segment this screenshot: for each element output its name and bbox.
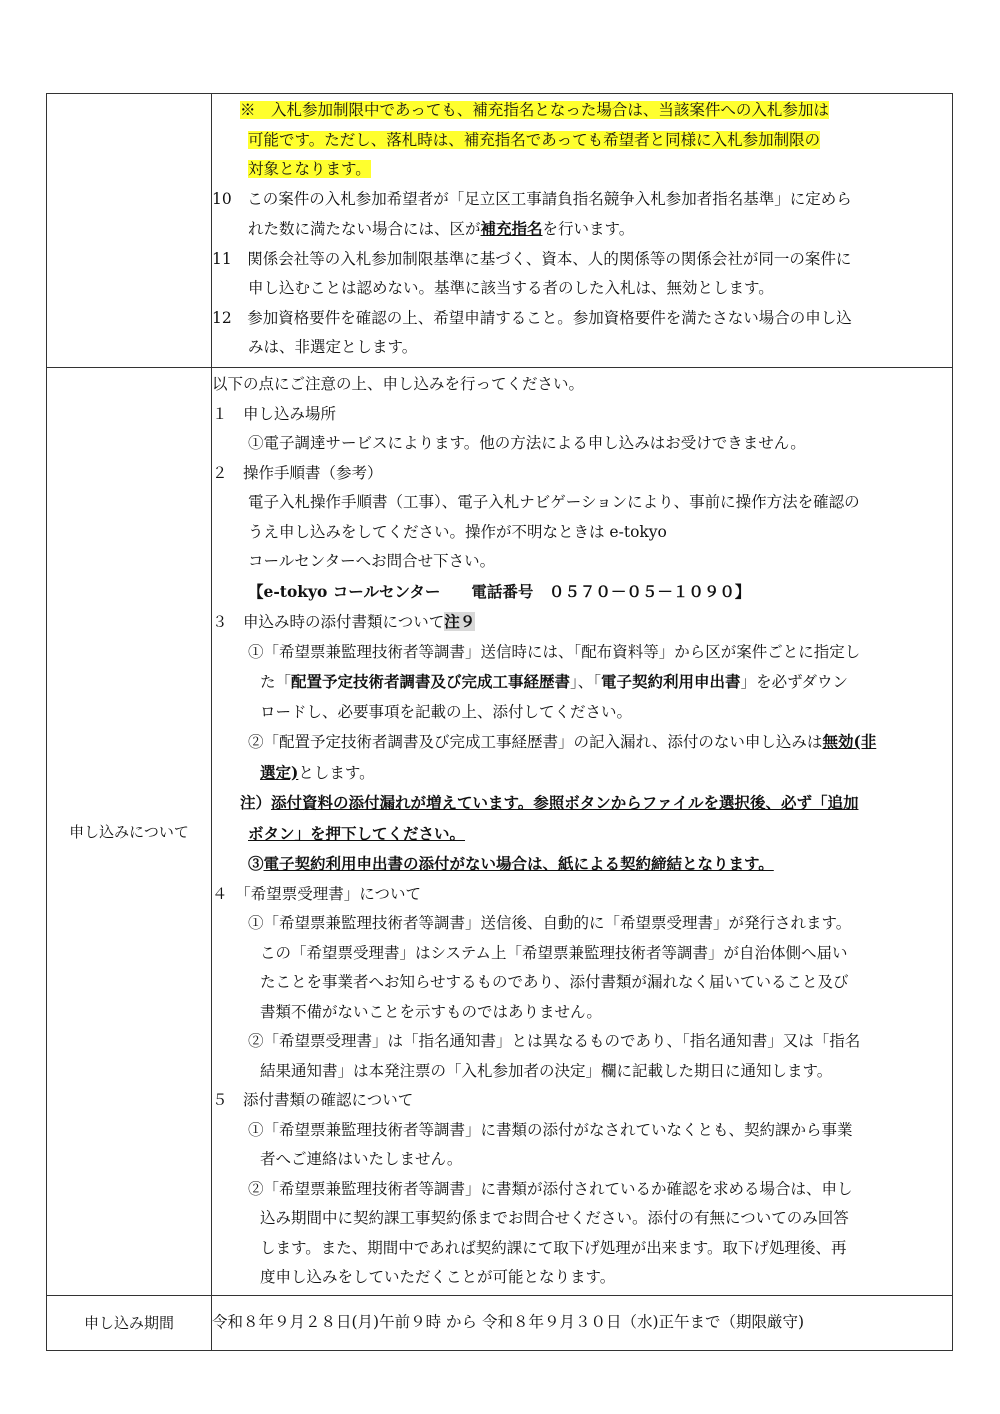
application-content <box>212 368 953 1296</box>
text-run: ③ <box>248 854 264 873</box>
text-line <box>212 488 952 518</box>
text-run: 申し込むことは認めない。基準に該当する者のした入札は、無効とします。 <box>248 279 774 297</box>
text-run: を行います。 <box>542 220 635 238</box>
text-run: ロードし、必要事項を記載の上、添付してください。 <box>260 702 633 721</box>
text-run: ②「希望票兼監理技術者等調書」に書類が添付されているか確認を求める場合は、申し <box>248 1179 853 1198</box>
text-run: 電子入札操作手順書（工事）、電子入札ナビゲーションにより、事前に操作方法を確認の <box>248 493 860 511</box>
text-run: 電子契約利用申出書 <box>601 672 741 691</box>
table-row-period <box>47 1295 953 1350</box>
text-line <box>212 1145 952 1175</box>
text-run: 11 関係会社等の入札参加制限基準に基づく、資本、人的関係等の関係会社が同一の案件に <box>212 249 852 268</box>
text-run: 10 この案件の入札参加希望者が「足立区工事請負指名競争入札参加者指名基準」に定めら <box>212 189 852 208</box>
text-line <box>212 638 952 668</box>
text-line <box>212 1027 952 1057</box>
text-line <box>212 909 952 939</box>
text-run: 注） <box>240 793 272 812</box>
text-run: します。また、期間中であれば契約課にて取下げ処理が出来ます。取下げ処理後、再 <box>260 1238 847 1257</box>
text-run: 込み期間中に契約課工事契約係までお問合せください。添付の有無についてのみ回答 <box>260 1209 849 1227</box>
text-run: ①電子調達サービスによります。他の方法による申し込みはお受けできません。 <box>248 434 806 452</box>
text-line <box>212 1204 952 1234</box>
text-run: とします。 <box>298 763 375 782</box>
text-line <box>212 577 952 608</box>
document-table <box>46 93 953 1351</box>
text-line <box>212 727 952 758</box>
text-run: 無効(非 <box>822 732 877 751</box>
text-line <box>212 274 952 304</box>
text-run: た「 <box>260 673 292 691</box>
text-run: 書類不備がないことを示すものではありません。 <box>260 1002 602 1021</box>
text-run: ５ 添付書類の確認について <box>212 1091 414 1109</box>
text-line <box>212 939 952 969</box>
text-run: 配置予定技術者調書及び完成工事経歴書 <box>291 672 571 691</box>
table-row-application <box>47 368 953 1296</box>
text-run: 者へご連絡はいたしません。 <box>260 1150 463 1168</box>
text-line <box>212 400 952 430</box>
row-label-period: 申し込み期間 <box>47 1295 212 1350</box>
text-run: １ 申し込み場所 <box>212 404 337 423</box>
text-line <box>212 185 952 215</box>
text-line <box>212 968 952 998</box>
text-run: 以下の点にご注意の上、申し込みを行ってください。 <box>212 375 585 393</box>
text-run: ３ 申込み時の添付書類について <box>212 613 445 631</box>
text-run: ２ 操作手順書（参考） <box>212 463 383 482</box>
text-line <box>212 214 952 245</box>
text-run: ボタン」を押下してください。 <box>248 823 466 843</box>
text-run: 選定) <box>260 762 299 782</box>
row-label-empty <box>47 94 212 368</box>
text-run: 注９ <box>444 612 476 631</box>
table-row-notes <box>47 94 953 368</box>
text-run: 結果通知書」は本発注票の「入札参加者の決定」欄に記載した期日に通知します。 <box>260 1061 833 1080</box>
text-run: れた数に満たない場合には、区が <box>248 220 481 238</box>
text-run: ②「配置予定技術者調書及び完成工事経歴書」の記入漏れ、添付のない申し込みは <box>248 733 823 751</box>
text-line <box>212 1234 952 1264</box>
period-text: 令和８年９月２８日(月)午前９時 から 令和８年９月３０日（水)正午まで（期限厳守) <box>212 1312 805 1331</box>
text-line <box>212 1057 952 1087</box>
text-run: ②「希望票受理書」は「指名通知書」とは異なるものであり、「指名通知書」又は「指名 <box>248 1032 861 1050</box>
text-run: うえ申し込みをしてください。操作が不明なときは e-tokyo <box>248 522 667 541</box>
text-line <box>212 998 952 1028</box>
text-run: ※ 入札参加制限中であっても、補充指名となった場合は、当該案件への入札参加は <box>240 101 829 119</box>
text-line <box>212 758 952 789</box>
text-line <box>212 849 952 880</box>
text-run: ①「希望票兼監理技術者等調書」に書類の添付がなされていなくとも、契約課から事業 <box>248 1120 853 1139</box>
text-run: 対象となります。 <box>248 160 371 178</box>
text-line <box>212 429 952 459</box>
text-run: 補充指名 <box>480 219 543 238</box>
text-line <box>212 547 952 577</box>
text-line <box>212 698 952 728</box>
text-run: 【e-tokyo コールセンター 電話番号 ０５７０－０５－１０９０】 <box>248 581 751 601</box>
text-line <box>212 1086 952 1116</box>
text-line <box>212 126 952 156</box>
text-run: この「希望票受理書」はシステム上「希望票兼監理技術者等調書」が自治体側へ届い <box>260 943 848 962</box>
text-run: 添付資料の添付漏れが増えています。参照ボタンからファイルを選択後、必ず「追加 <box>271 793 859 812</box>
text-run: 」を必ずダウン <box>740 673 848 691</box>
period-content <box>212 1295 953 1350</box>
text-line <box>212 819 952 850</box>
row-label-application: 申し込みについて <box>47 368 212 1296</box>
text-line <box>212 155 952 185</box>
text-line <box>212 370 952 400</box>
text-run: 」、「 <box>570 673 602 691</box>
text-line <box>212 245 952 275</box>
text-line <box>212 1175 952 1205</box>
text-line <box>212 459 952 489</box>
text-run: コールセンターへお問合せ下さい。 <box>248 552 496 570</box>
text-line <box>212 667 952 698</box>
text-run: たことを事業者へお知らせするものであり、添付書類が漏れなく届いていること及び <box>260 973 849 991</box>
text-run: みは、非選定とします。 <box>248 338 418 356</box>
text-line <box>212 607 952 638</box>
text-line <box>212 788 952 819</box>
text-line <box>212 333 952 363</box>
text-run: ①「希望票兼監理技術者等調書」送信時には、「配布資料等」から区が案件ごとに指定し <box>248 642 861 661</box>
text-line <box>212 96 952 126</box>
text-run: ４ 「希望票受理書」について <box>212 884 421 903</box>
notes-content <box>212 94 953 368</box>
text-run: ①「希望票兼監理技術者等調書」送信後、自動的に「希望票受理書」が発行されます。 <box>248 914 852 932</box>
text-line <box>212 1116 952 1146</box>
text-line <box>212 880 952 910</box>
text-line <box>212 518 952 548</box>
text-run: 12 参加資格要件を確認の上、希望申請すること。参加資格要件を満たさない場合の申し込 <box>212 308 852 327</box>
text-line <box>212 1263 952 1293</box>
text-line <box>212 304 952 334</box>
text-run: 電子契約利用申出書の添付がない場合は、紙による契約締結となります。 <box>263 854 774 873</box>
text-run: 可能です。ただし、落札時は、補充指名であっても希望者と同様に入札参加制限の <box>248 130 821 149</box>
text-run: 度申し込みをしていただくことが可能となります。 <box>260 1268 616 1286</box>
